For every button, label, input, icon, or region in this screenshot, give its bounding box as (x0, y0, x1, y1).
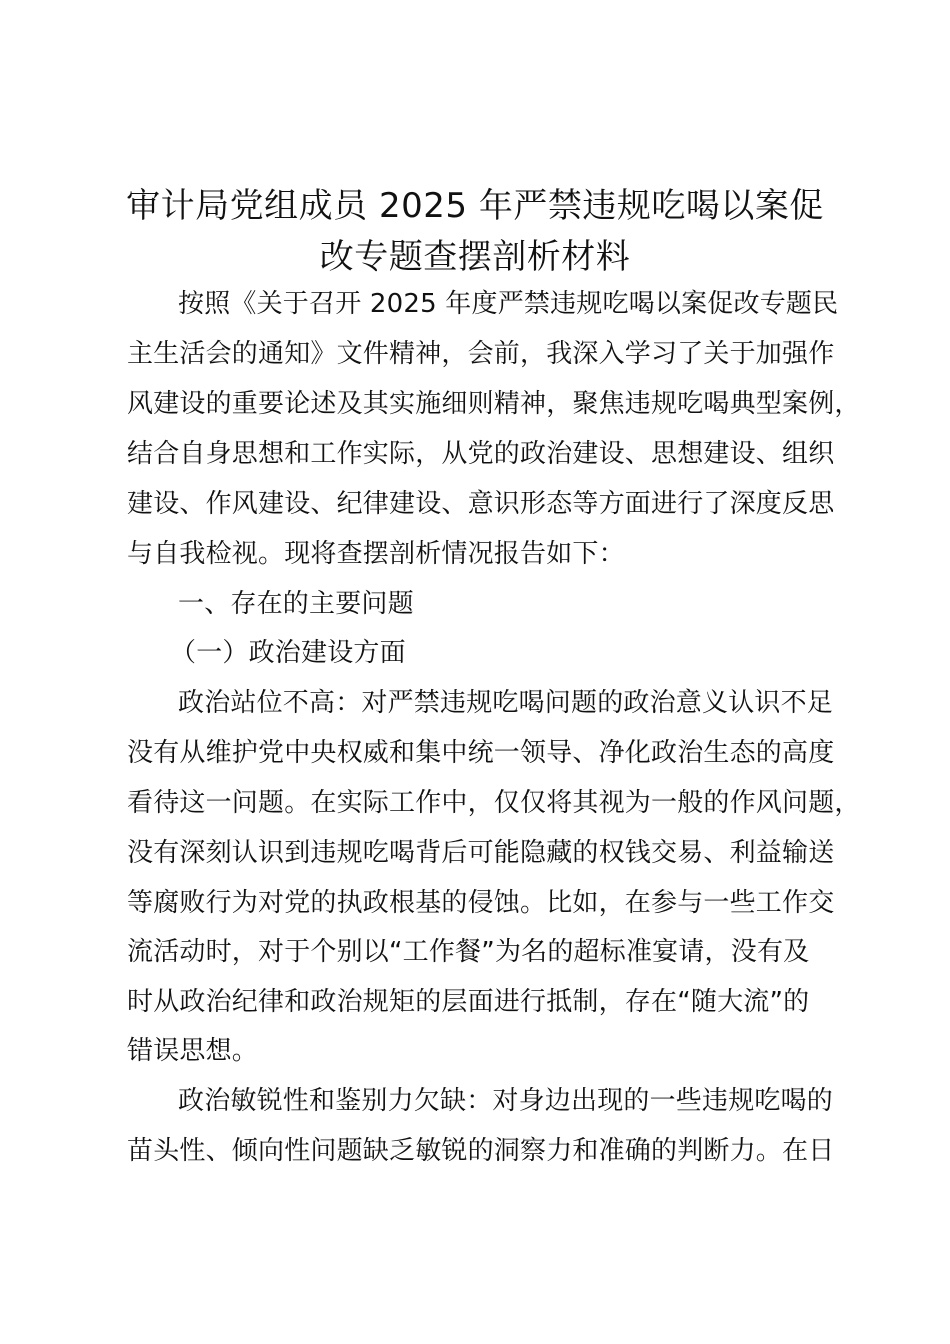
paragraph-line: 政治站位不高：对严禁违规吃喝问题的政治意义认识不足 (178, 688, 834, 718)
section-heading: 一、存在的主要问题 (178, 589, 414, 619)
document-title-line-2: 改专题查摆剖析材料 (319, 237, 631, 277)
paragraph-line: 苗头性、倾向性问题缺乏敏锐的洞察力和准确的判断力。在日 (127, 1136, 835, 1166)
paragraph-line: 没有深刻认识到违规吃喝背后可能隐藏的权钱交易、利益输送 (127, 838, 835, 868)
intro-line: 主生活会的通知》文件精神，会前，我深入学习了关于加强作 (127, 339, 835, 369)
paragraph-line: 看待这一问题。在实际工作中，仅仅将其视为一般的作风问题， (127, 788, 861, 818)
subsection-heading: （一）政治建设方面 (170, 638, 406, 668)
intro-line: 结合自身思想和工作实际，从党的政治建设、思想建设、组织 (127, 439, 835, 469)
intro-line: 按照《关于召开 2025 年度严禁违规吃喝以案促改专题民 (178, 289, 839, 319)
paragraph-line: 流活动时，对于个别以“工作餐”为名的超标准宴请，没有及 (127, 937, 810, 967)
paragraph-line: 等腐败行为对党的执政根基的侵蚀。比如，在参与一些工作交 (127, 888, 835, 918)
intro-line: 建设、作风建设、纪律建设、意识形态等方面进行了深度反思 (127, 489, 835, 519)
paragraph-line: 政治敏锐性和鉴别力欠缺：对身边出现的一些违规吃喝的 (178, 1086, 834, 1116)
paragraph-line: 时从政治纪律和政治规矩的层面进行抵制，存在“随大流”的 (127, 987, 810, 1017)
document-title-line-1: 审计局党组成员 2025 年严禁违规吃喝以案促 (126, 186, 824, 226)
intro-line: 风建设的重要论述及其实施细则精神，聚焦违规吃喝典型案例， (127, 389, 861, 419)
paragraph-line: 错误思想。 (127, 1036, 259, 1066)
paragraph-line: 没有从维护党中央权威和集中统一领导、净化政治生态的高度 (127, 738, 835, 768)
intro-line: 与自我检视。现将查摆剖析情况报告如下： (127, 539, 625, 569)
